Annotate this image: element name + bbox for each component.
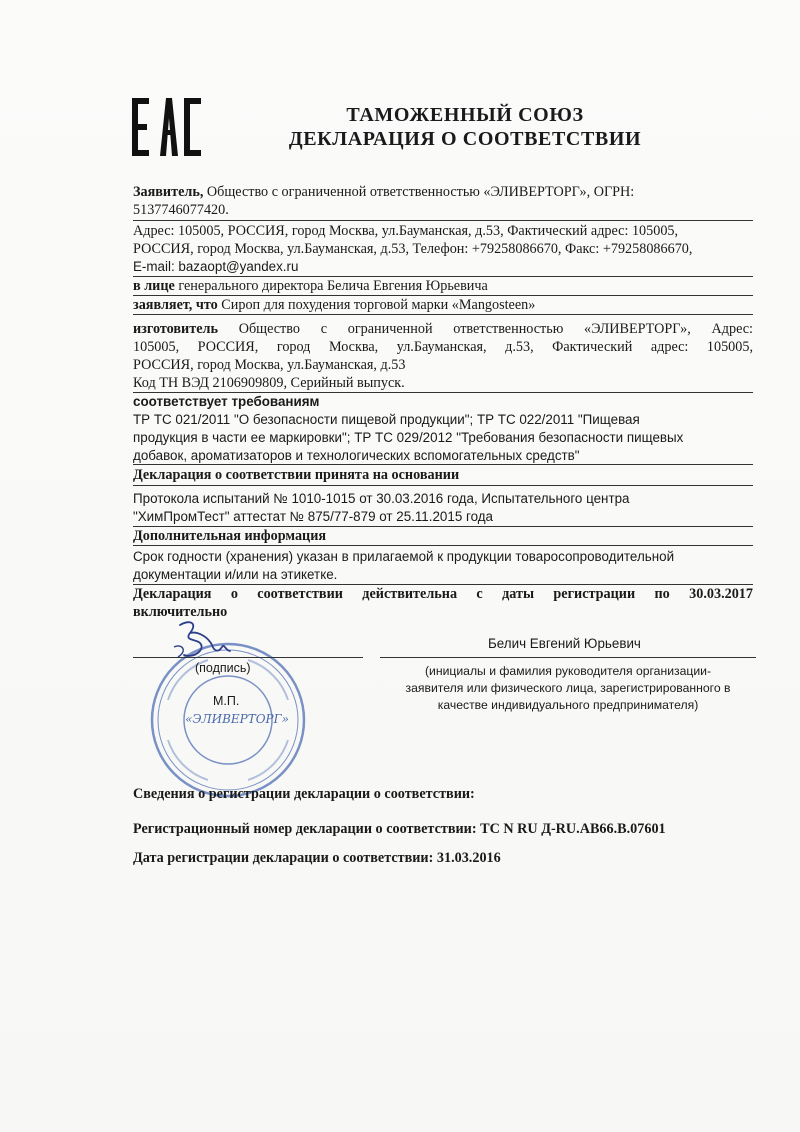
applicant-ogrn: 5137746077420. bbox=[133, 202, 229, 218]
declares-label: заявляет, что bbox=[133, 297, 218, 313]
requirements-block bbox=[133, 393, 753, 465]
divider bbox=[133, 485, 753, 486]
additional-label: Дополнительная информация bbox=[133, 528, 327, 544]
representative-text: генерального директора Белича Евгения Юрьевича bbox=[174, 278, 488, 294]
divider bbox=[133, 314, 753, 315]
signer-caption bbox=[380, 663, 756, 714]
requirements-line: добавок, ароматизаторов и технологических вспомогательных средств" bbox=[133, 448, 580, 463]
basis-line: "ХимПромТест" аттестат № 875/77-879 от 25.11.2015 года bbox=[133, 509, 493, 524]
signature-line bbox=[133, 657, 363, 658]
divider bbox=[133, 220, 753, 221]
basis-label: Декларация о соответствии принята на основании bbox=[133, 467, 460, 483]
manufacturer-name: Общество с ограниченной ответственностью «ЭЛИВЕРТОРГ», Адрес: bbox=[217, 321, 753, 337]
additional-line: документации и/или на этикетке. bbox=[133, 567, 338, 582]
additional-block bbox=[133, 548, 753, 584]
declares-text: Сироп для похудения торговой марки «Mangosteen» bbox=[217, 297, 536, 313]
manufacturer-code: Код ТН ВЭД 2106909809, Серийный выпуск. bbox=[133, 375, 405, 391]
manufacturer-block bbox=[133, 320, 753, 392]
eac-logo bbox=[132, 98, 202, 156]
divider bbox=[133, 545, 753, 546]
applicant-block bbox=[133, 183, 753, 219]
applicant-address-line: РОССИЯ, город Москва, ул.Бауманская, д.53, Телефон: +79258086670, Факс: +79258086670, bbox=[133, 241, 693, 257]
registration-number: Регистрационный номер декларации о соответствии: ТС N RU Д-RU.АВ66.В.07601 bbox=[133, 821, 666, 837]
stamp-text: «ЭЛИВЕРТОРГ» bbox=[185, 712, 289, 726]
signature-caption: (подпись) bbox=[195, 661, 251, 675]
validity-line: включительно bbox=[133, 604, 228, 620]
applicant-label: Заявитель, bbox=[133, 184, 204, 200]
applicant-address-line: Адрес: 105005, РОССИЯ, город Москва, ул.Бауманская, д.53, Фактический адрес: 105005, bbox=[133, 223, 679, 239]
applicant-address-block bbox=[133, 222, 753, 276]
declares-line bbox=[133, 296, 753, 314]
applicant-name: Общество с ограниченной ответственностью «ЭЛИВЕРТОРГ», ОГРН: bbox=[203, 184, 635, 200]
manufacturer-address-line: 105005, РОССИЯ, город Москва, ул.Бауманская, д.53, Фактический адрес: 105005, bbox=[133, 339, 753, 355]
signer-caption-line: качестве индивидуального предпринимателя) bbox=[437, 698, 699, 712]
declaration-title: ДЕКЛАРАЦИЯ О СООТВЕТСТВИИ bbox=[288, 128, 642, 150]
manufacturer-address-line: РОССИЯ, город Москва, ул.Бауманская, д.53 bbox=[133, 357, 406, 373]
registration-heading: Сведения о регистрации декларации о соответствии: bbox=[133, 786, 475, 802]
representative-line bbox=[133, 277, 753, 295]
requirements-line: ТР ТС 021/2011 "О безопасности пищевой продукции"; ТР ТС 022/2011 "Пищевая bbox=[133, 412, 640, 427]
divider bbox=[133, 464, 753, 465]
seal-mark: М.П. bbox=[213, 694, 240, 708]
signer-name: Белич Евгений Юрьевич bbox=[488, 636, 641, 651]
union-title: ТАМОЖЕННЫЙ СОЮЗ bbox=[346, 104, 584, 126]
additional-line: Срок годности (хранения) указан в прилагаемой к продукции товаросопроводительной bbox=[133, 549, 675, 564]
validity-line: Декларация о соответствии действительна с даты регистрации по 30.03.2017 bbox=[133, 586, 753, 602]
basis-block bbox=[133, 490, 753, 526]
basis-label-row bbox=[133, 466, 753, 484]
manufacturer-label: изготовитель bbox=[133, 321, 218, 337]
validity-block bbox=[133, 585, 753, 621]
signer-caption-line: (инициалы и фамилия руководителя организации- bbox=[424, 664, 712, 678]
representative-label: в лице bbox=[133, 278, 175, 294]
signer-caption-line: заявителя или физического лица, зарегистрированного в bbox=[405, 681, 731, 695]
basis-line: Протокола испытаний № 1010-1015 от 30.03.2016 года, Испытательного центра bbox=[133, 491, 630, 506]
requirements-line: продукция в части ее маркировки"; ТР ТС 029/2012 "Требования безопасности пищевых bbox=[133, 430, 684, 445]
requirements-label: соответствует требованиям bbox=[133, 394, 320, 409]
signer-line bbox=[380, 657, 756, 658]
additional-label-row bbox=[133, 527, 753, 545]
registration-date: Дата регистрации декларации о соответствии: 31.03.2016 bbox=[133, 850, 501, 866]
applicant-email: E-mail: bazaopt@yandex.ru bbox=[133, 259, 299, 274]
